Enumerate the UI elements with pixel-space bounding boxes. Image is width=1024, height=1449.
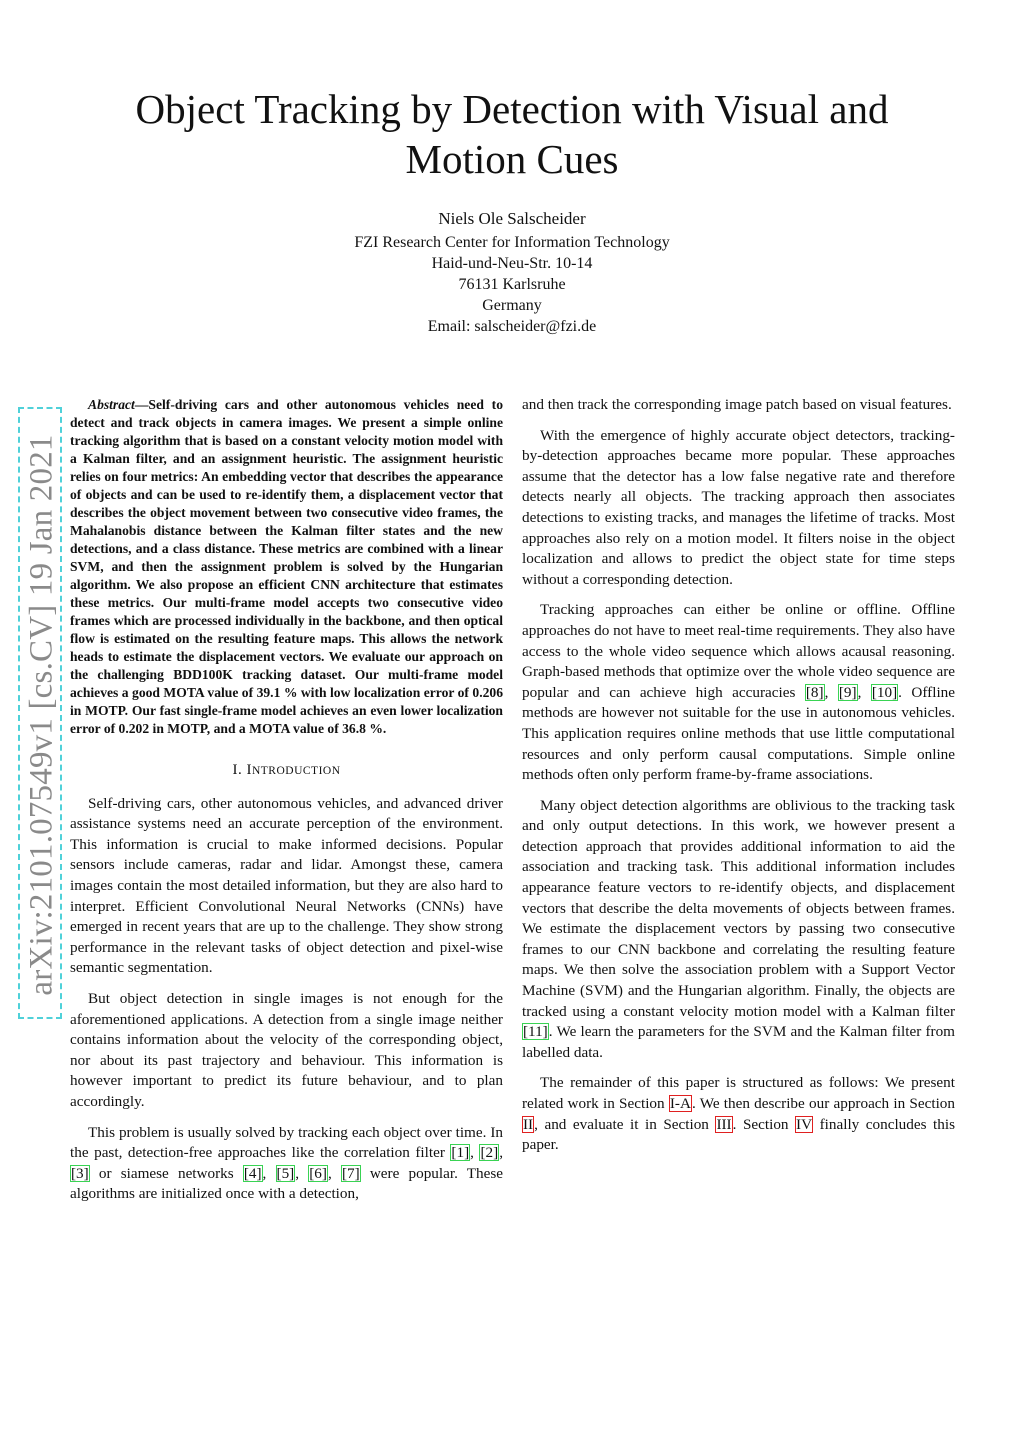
paper-title (60, 84, 964, 184)
text-span: , and evaluate it in Section (534, 1115, 716, 1133)
intro-paragraph-1: Self-driving cars, other autonomous vehicles, and advanced driver assistance systems need an accurate perception of the environment. This information is crucial to make informed decisions. Popular sensors include cameras, radar and lidar. Amongst these, camera images contain the most detailed information, but they are also hard to interpret. Efficient Convolutional Neural Networks (CNNs) have emerged in recent years that are up to the challenge. They show strong performance in the relevant tasks of object detection and pixel-wise semantic segmentation. (70, 794, 503, 977)
text-span: . Offline methods are however not suitable for the use in autonomous vehicles. This application requires online methods that use little computational resources and only perform causal computations. Simple online methods often only perform frame-by-frame associations. (522, 683, 956, 784)
intro-paragraph-6 (522, 796, 955, 1064)
citation-link[interactable]: [8] (805, 683, 824, 701)
intro-paragraph-2: But object detection in single images is not enough for the aforementioned applications. A detection from a single image neither contains information about the velocity of the corresponding object, nor about its past trajectory and behaviour. This information is however important to predict its future behaviour, and to plan accordingly. (70, 989, 503, 1110)
section-ref-link[interactable]: III (716, 1115, 732, 1133)
author-block (200, 206, 824, 337)
citation-link[interactable]: [10] (871, 683, 898, 701)
intro-paragraph-3: This problem is usually solved by tracking each object over time. In the past, detection-free approaches like the correlation filter [1], [2], [3] or siamese networks [4], [5], [6], [7] were popular. These algorithms are initialized once with a detection, (70, 1123, 504, 1203)
text-span: . We learn the parameters for the SVM and the Kalman filter from labelled data. (522, 1023, 955, 1061)
right-column (522, 395, 955, 1166)
author-country: Germany (482, 297, 542, 314)
author-email[interactable]: Email: salscheider@fzi.de (427, 318, 597, 335)
abstract-text: —Self-driving cars and other autonomous vehicles need to detect and track objects in camera images. We present a simple online tracking algorithm that is based on a constant velocity motion model with a Kalman filter, and an assignment heuristic. The assignment heuristic relies on four metrics: An embedding vector that describes the appearance of objects and can be used to re-identify them, a displacement vector that describes the object movement between two consecutive video frames, the Mahalanobis distance between the Kalman filter states and the new detections, and a class distance. These metrics are combined with a linear SVM, and then the assignment problem is solved by the Hungarian algorithm. We also propose an efficient CNN architecture that estimates these metrics. Our multi-frame model accepts two consecutive video frames which are processed individually in the backbone, and then optical flow is estimated on the resulting feature maps. This allows the network heads to estimate the displacement vectors. We evaluate our approach on the challenging BDD100K tracking dataset. Our multi-frame model achieves a good MOTA value of 39.1 % with low localization error of 0.206 in MOTP. Our fast single-frame model achieves an even lower localization error of 0.202 in MOTP, and a MOTA value of 36.8 %. (70, 397, 503, 736)
text-span: . We then describe our approach in Section (691, 1095, 955, 1112)
section-number: I. (232, 762, 243, 778)
citation-link[interactable]: [6] (309, 1164, 327, 1182)
intro-paragraph-7 (522, 1073, 955, 1155)
citation-link[interactable]: [1] (451, 1144, 470, 1162)
section-ref-link[interactable]: II (523, 1115, 534, 1133)
section-ref-link[interactable]: I-A (669, 1095, 691, 1112)
citation-link[interactable]: [4] (243, 1164, 262, 1182)
author-city: 76131 Karlsruhe (458, 276, 566, 293)
intro-paragraph-3-continued: and then track the corresponding image patch based on visual features. (522, 396, 952, 413)
title-line-2: Motion Cues (405, 136, 619, 182)
text-span: Many object detection algorithms are oblivious to the tracking task and only output detections. In this work, we however present a detection approach that provides additional information to aid the association and tracking task. This additional information includes appearance feature vectors to re-identify objects, and displacement vectors that describe the delta movements of objects between frames. We estimate the displacement vectors by passing two consecutive frames to our CNN backbone and correlating the resulting feature maps. We then solve the association problem with a Support Vector Machine (SVM) and the Hungarian algorithm. Finally, the objects are tracked using a constant velocity motion model with a Kalman filter (522, 796, 955, 1020)
citation-link[interactable]: [7] (341, 1164, 360, 1182)
left-column (70, 396, 503, 1215)
intro-paragraph-4: With the emergence of highly accurate object detectors, tracking-by-detection approaches became more popular. These approaches assume that the detector has a low false negative rate and therefore detects nearly all objects. The tracking approach then associates detections to existing tracks, and manages the lifetime of tracks. Most approaches also rely on a motion model. It filters noise in the object localization and allows to predict the object state for time steps without a corresponding detection. (522, 426, 955, 588)
author-street: Haid-und-Neu-Str. 10-14 (431, 255, 593, 272)
text-span: This problem is usually solved by tracking each object over time. In the past, detection-free approaches like the correlation filter (70, 1123, 503, 1162)
author-name: Niels Ole Salscheider (438, 209, 586, 228)
citation-link[interactable]: [3] (71, 1164, 89, 1182)
arxiv-stamp: arXiv:2101.07549v1 [cs.CV] 19 Jan 2021 (23, 434, 60, 996)
citation-link[interactable]: [11] (523, 1023, 548, 1041)
abstract (70, 396, 503, 738)
text-span: finally concludes this paper. (522, 1115, 955, 1154)
text-span: The remainder of this paper is structured as follows: We present related work in Section (522, 1074, 955, 1112)
section-heading-introduction (70, 760, 503, 782)
section-title-rest: NTRODUCTION (251, 765, 341, 777)
text-span: or siamese networks (89, 1164, 243, 1182)
text-span: . Section (732, 1115, 796, 1133)
citation-link[interactable]: [9] (838, 683, 857, 701)
section-ref-link[interactable]: IV (796, 1115, 813, 1133)
citation-link[interactable]: [5] (276, 1164, 295, 1182)
author-affiliation: FZI Research Center for Information Technology (354, 234, 670, 251)
text-span: were popular. These algorithms are initialized once with a detection, (70, 1164, 504, 1203)
title-line-1: Object Tracking by Detection with Visual and (135, 86, 889, 132)
arxiv-stamp-link[interactable] (18, 407, 62, 1019)
text-span: Tracking approaches can either be online or offline. Offline approaches do not have to meet real-time requirements. They also have access to the whole video sequence which allows acausal reasoning. Graph-based methods that optimize over the whole video sequence are popular and can achieve high accuracies (522, 601, 955, 701)
abstract-label: Abstract (88, 397, 135, 412)
intro-paragraph-5: Tracking approaches can either be online or offline. Offline approaches do not have to meet real-time requirements. They also have access to the whole video sequence which allows acausal reasoning. Graph-based methods that optimize over the whole video sequence are popular and can achieve high accuracies [8], [9], [10]. Offline methods are however not suitable for the use in autonomous vehicles. This application requires online methods that use little computational resources and only perform causal computations. Simple online methods often only perform frame-by-frame associations. (522, 601, 956, 784)
section-title-initial: I (246, 762, 252, 778)
citation-link[interactable]: [2] (480, 1144, 499, 1162)
